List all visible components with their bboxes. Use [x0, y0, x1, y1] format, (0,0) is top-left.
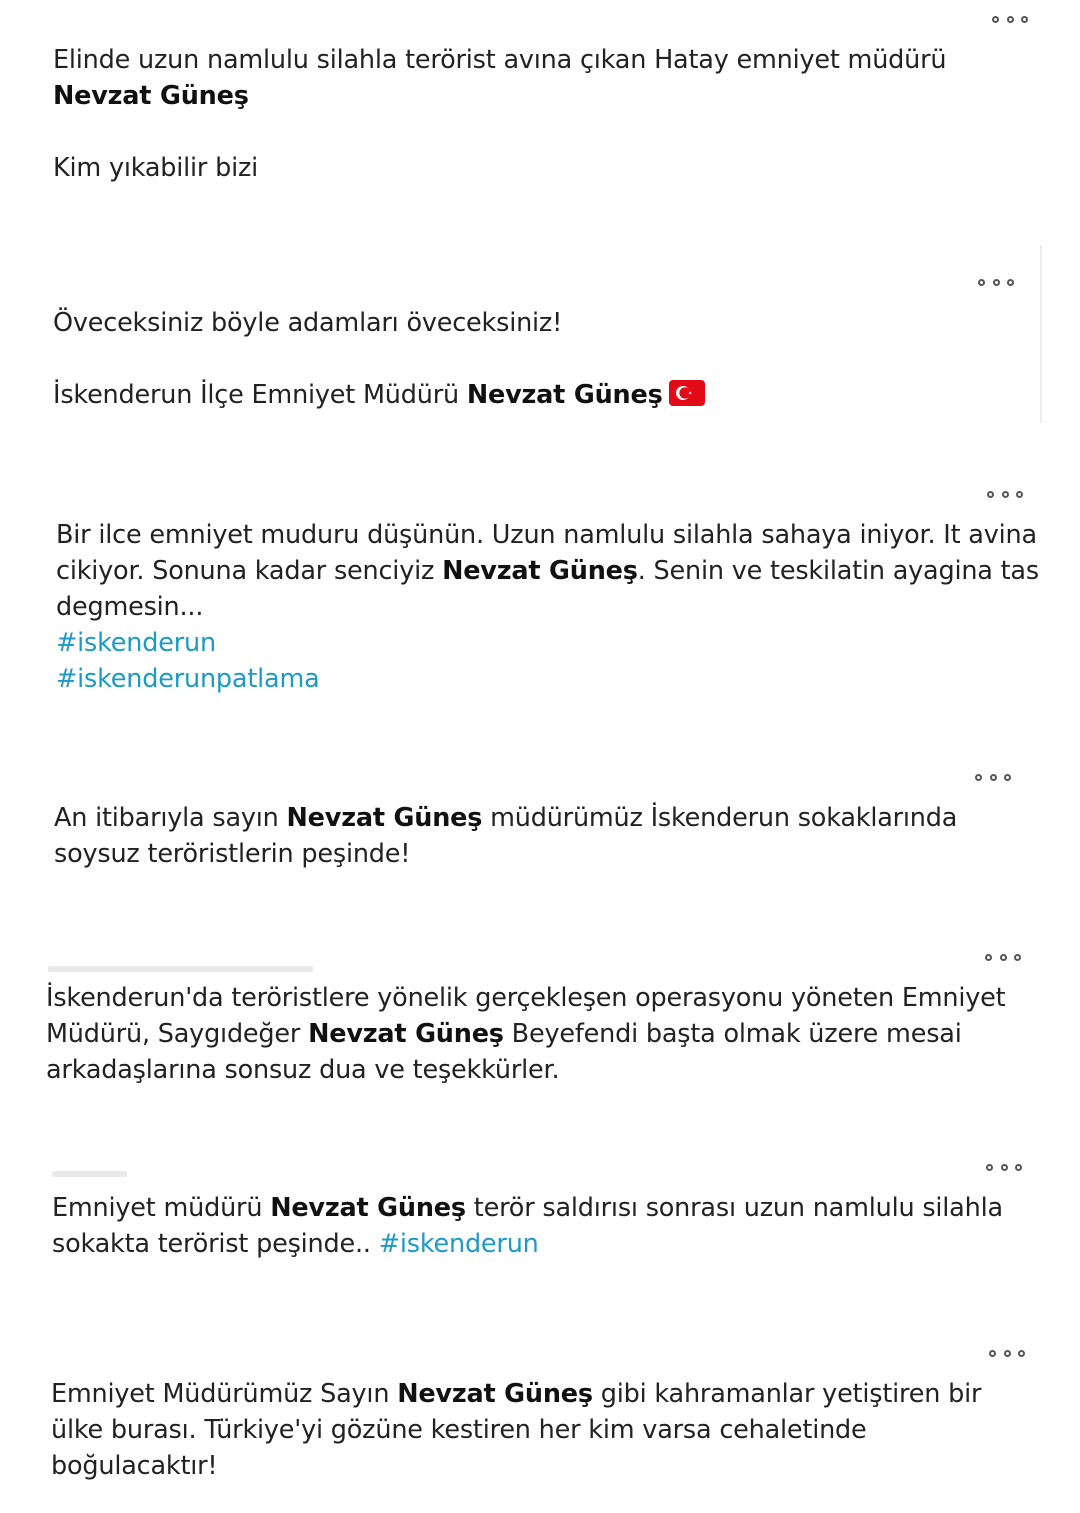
- more-options-icon[interactable]: [985, 950, 1021, 964]
- tweet-text-segment: müdürümüz İskenderun sokaklarında: [482, 803, 958, 833]
- more-options-icon[interactable]: [978, 275, 1014, 289]
- bold-name: Nevzat Güneş: [270, 1193, 466, 1223]
- tweet-text: [53, 305, 705, 413]
- tweet-line: [46, 1052, 1005, 1088]
- tweet-text-segment: Öveceksiniz böyle adamları öveceksiniz!: [53, 308, 563, 338]
- tweet-text-segment: gibi kahramanlar yetiştiren bir: [592, 1379, 982, 1409]
- tweet-text-segment: . Senin ve teskilatin ayagina tas: [637, 556, 1039, 586]
- bold-name: Nevzat Güneş: [286, 803, 483, 833]
- tweet-text: [53, 42, 946, 186]
- tweet-line: [56, 553, 1039, 589]
- turkey-flag-icon: [669, 380, 705, 416]
- blurred-username: [48, 966, 313, 972]
- bold-name: Nevzat Güneş: [53, 81, 249, 111]
- tweet-text-segment: İskenderun İlçe Emniyet Müdürü: [53, 380, 467, 410]
- hashtag-link[interactable]: #iskenderunpatlama: [56, 664, 320, 694]
- tweet-text-segment: arkadaşlarına sonsuz dua ve teşekkürler.: [46, 1055, 560, 1085]
- more-options-icon[interactable]: [986, 1160, 1022, 1174]
- tweet-text-segment: İskenderun'da teröristlere yönelik gerçekleşen operasyonu yöneten Emniyet: [46, 983, 1006, 1013]
- tweet-text-segment: cikiyor. Sonuna kadar senciyiz: [56, 556, 443, 586]
- tweet-text-segment: Bir ilce emniyet muduru düşünün. Uzun namlulu silahla sahaya iniyor. It avina: [56, 520, 1037, 550]
- bold-name: Nevzat Güneş: [308, 1019, 504, 1049]
- tweet-line: [53, 377, 705, 413]
- tweet-line: [51, 1448, 981, 1484]
- tweet-line: [54, 836, 957, 872]
- tweet-line: [54, 800, 957, 836]
- tweet-text: [46, 980, 1005, 1088]
- tweet-text-segment: Emniyet Müdürümüz Sayın: [51, 1379, 398, 1409]
- bold-name: Nevzat Güneş: [466, 380, 663, 410]
- blank-line: [53, 341, 705, 377]
- tweet-line: [52, 1190, 1003, 1226]
- tweet-line: [53, 150, 946, 186]
- tweet-text-segment: An itibarıyla sayın: [54, 803, 287, 833]
- tweet-line: [52, 1226, 1003, 1262]
- tweet-text-segment: Beyefendi başta olmak üzere mesai: [503, 1019, 962, 1049]
- tweet-line: [53, 78, 946, 114]
- tweet-text: [52, 1190, 1003, 1262]
- tweet-line: [56, 517, 1039, 553]
- blurred-username: [52, 1171, 127, 1177]
- tweet-text-segment: Müdürü, Saygıdeğer: [46, 1019, 309, 1049]
- bold-name: Nevzat Güneş: [397, 1379, 593, 1409]
- tweet-line: [56, 589, 1039, 625]
- tweet-text-segment: terör saldırısı sonrası uzun namlulu silahla: [465, 1193, 1003, 1223]
- hashtag-link[interactable]: #iskenderun: [378, 1229, 539, 1259]
- tweet-line: [53, 42, 946, 78]
- tweet-text: [56, 517, 1039, 697]
- tweet-text-segment: Elinde uzun namlulu silahla terörist avına çıkan Hatay emniyet müdürü: [53, 45, 947, 75]
- hashtag-link[interactable]: #iskenderun: [56, 628, 216, 658]
- tweet-line: [51, 1376, 981, 1412]
- tweet-line: [56, 625, 1039, 661]
- more-options-icon[interactable]: [975, 770, 1011, 784]
- card-edge: [1040, 245, 1042, 423]
- tweet-text-segment: Kim yıkabilir bizi: [53, 153, 259, 183]
- tweet-line: [46, 1016, 1005, 1052]
- blank-line: [53, 114, 946, 150]
- tweet-text-segment: sokakta terörist peşinde..: [52, 1229, 379, 1259]
- tweet-line: [56, 661, 1039, 697]
- tweet-line: [53, 305, 705, 341]
- tweet-text-segment: Emniyet müdürü: [52, 1193, 271, 1223]
- tweet-line: [46, 980, 1005, 1016]
- bold-name: Nevzat Güneş: [442, 556, 638, 586]
- more-options-icon[interactable]: [989, 1346, 1025, 1360]
- tweet-text: [54, 800, 957, 872]
- tweet-text-segment: degmesin...: [56, 592, 204, 622]
- tweet-line: [51, 1412, 981, 1448]
- more-options-icon[interactable]: [987, 487, 1023, 501]
- more-options-icon[interactable]: [992, 12, 1028, 26]
- tweet-text-segment: soysuz teröristlerin peşinde!: [54, 839, 411, 869]
- tweet-text-segment: boğulacaktır!: [51, 1451, 218, 1481]
- tweet-text-segment: ülke burası. Türkiye'yi gözüne kestiren her kim varsa cehaletinde: [51, 1415, 867, 1445]
- tweet-text: [51, 1376, 981, 1484]
